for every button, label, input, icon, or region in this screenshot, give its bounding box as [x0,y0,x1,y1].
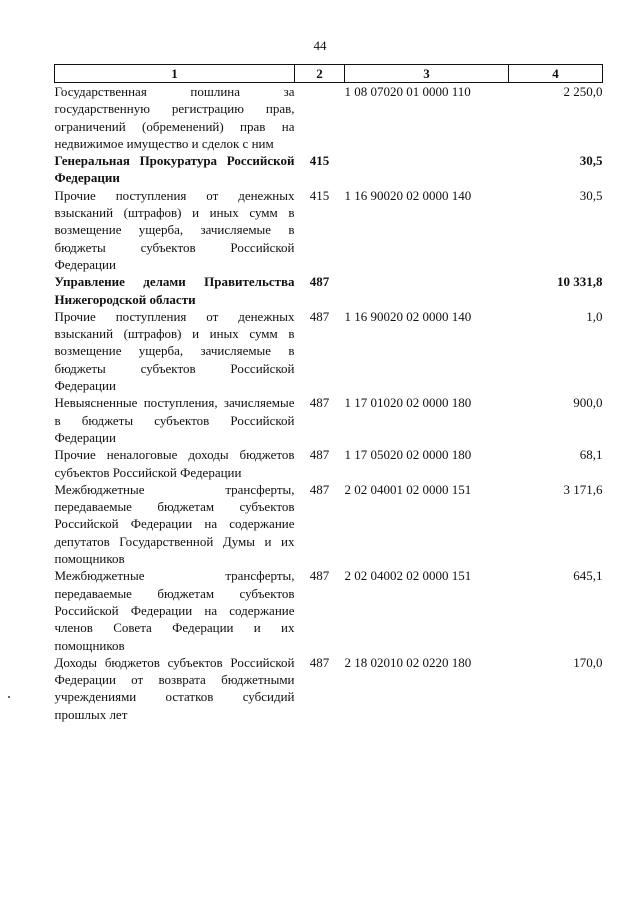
row-budget-code [345,152,509,187]
column-header-3: 3 [345,65,509,83]
row-name: Межбюджетные трансферты, передаваемые бюджетам субъектов Российской Федерации на содержание членов Совета Федерации и их помощников [54,568,295,653]
table-row [55,83,603,153]
column-header-4: 4 [509,65,603,83]
table-row [55,567,603,653]
row-budget-code: 1 17 01020 02 0000 180 [344,395,472,411]
row-budget-code: 2 18 02010 02 0220 180 [344,654,472,670]
row-name: Прочие неналоговые доходы бюджетов субъектов Российской Федерации [54,447,295,480]
table-row [55,273,603,308]
row-admin-code: 415 [309,187,330,203]
row-name: Прочие поступления от денежных взысканий (штрафов) и иных сумм в возмещение ущерба, зачисляемые в бюджеты субъектов Российской Федерации [54,187,295,272]
table-row [55,152,603,187]
row-admin-code: 487 [309,654,330,670]
row-admin-code: 487 [309,395,330,411]
row-name: Межбюджетные трансферты, передаваемые бюджетам субъектов Российской Федерации на содержание депутатов Государственной Думы и их помощников [54,481,295,567]
row-budget-code: 2 02 04001 02 0000 151 [344,481,472,497]
row-admin-code: 487 [309,481,330,497]
table-row [55,446,603,481]
row-budget-code [345,273,509,308]
column-header-1: 1 [55,65,295,83]
table-header-row [55,65,603,83]
table-row [55,394,603,446]
row-name: Государственная пошлина за государственную регистрацию прав, ограничений (обременений) прав на недвижимое имущество и сделок с ним [54,84,295,151]
row-budget-code: 1 16 90020 02 0000 140 [344,308,472,324]
row-amount: 900,0 [573,395,603,411]
row-name: Управление делами Правительства Нижегородской области [54,274,295,307]
row-amount: 645,1 [573,568,603,584]
row-amount: 1,0 [586,308,603,324]
table-row [55,187,603,273]
page-number: 44 [313,38,327,53]
row-admin-code: 415 [309,153,330,169]
row-name: Генеральная Прокуратура Российской Федерации [54,153,295,186]
row-admin-code: 487 [309,274,330,290]
row-amount: 68,1 [579,447,603,463]
table-row [55,481,603,567]
row-budget-code: 1 17 05020 02 0000 180 [344,447,472,463]
row-amount: 10 331,8 [557,274,603,290]
row-name: Прочие поступления от денежных взысканий (штрафов) и иных сумм в возмещение ущерба, зачисляемые в бюджеты субъектов Российской Федерации [54,308,295,394]
scan-speck [8,696,10,698]
column-header-2: 2 [295,65,345,83]
row-budget-code: 2 02 04002 02 0000 151 [344,568,472,584]
row-name: Доходы бюджетов субъектов Российской Федерации от возврата бюджетными учреждениями остатков субсидий прошлых лет [54,654,295,722]
row-amount: 3 171,6 [563,481,603,497]
row-budget-code: 1 08 07020 01 0000 110 [344,84,471,99]
table-row [55,308,603,394]
row-budget-code: 1 16 90020 02 0000 140 [344,187,472,203]
row-name: Невыясненные поступления, зачисляемые в бюджеты субъектов Российской Федерации [54,395,295,445]
row-amount: 30,5 [579,153,603,169]
table-row [55,654,603,723]
row-admin-code: 487 [309,568,330,584]
revenue-table [54,64,603,723]
row-amount: 170,0 [573,654,603,670]
row-admin-code: 487 [309,447,330,463]
row-admin-code [295,83,345,153]
row-amount: 30,5 [579,187,603,203]
row-admin-code: 487 [309,308,330,324]
row-amount: 2 250,0 [563,84,603,99]
